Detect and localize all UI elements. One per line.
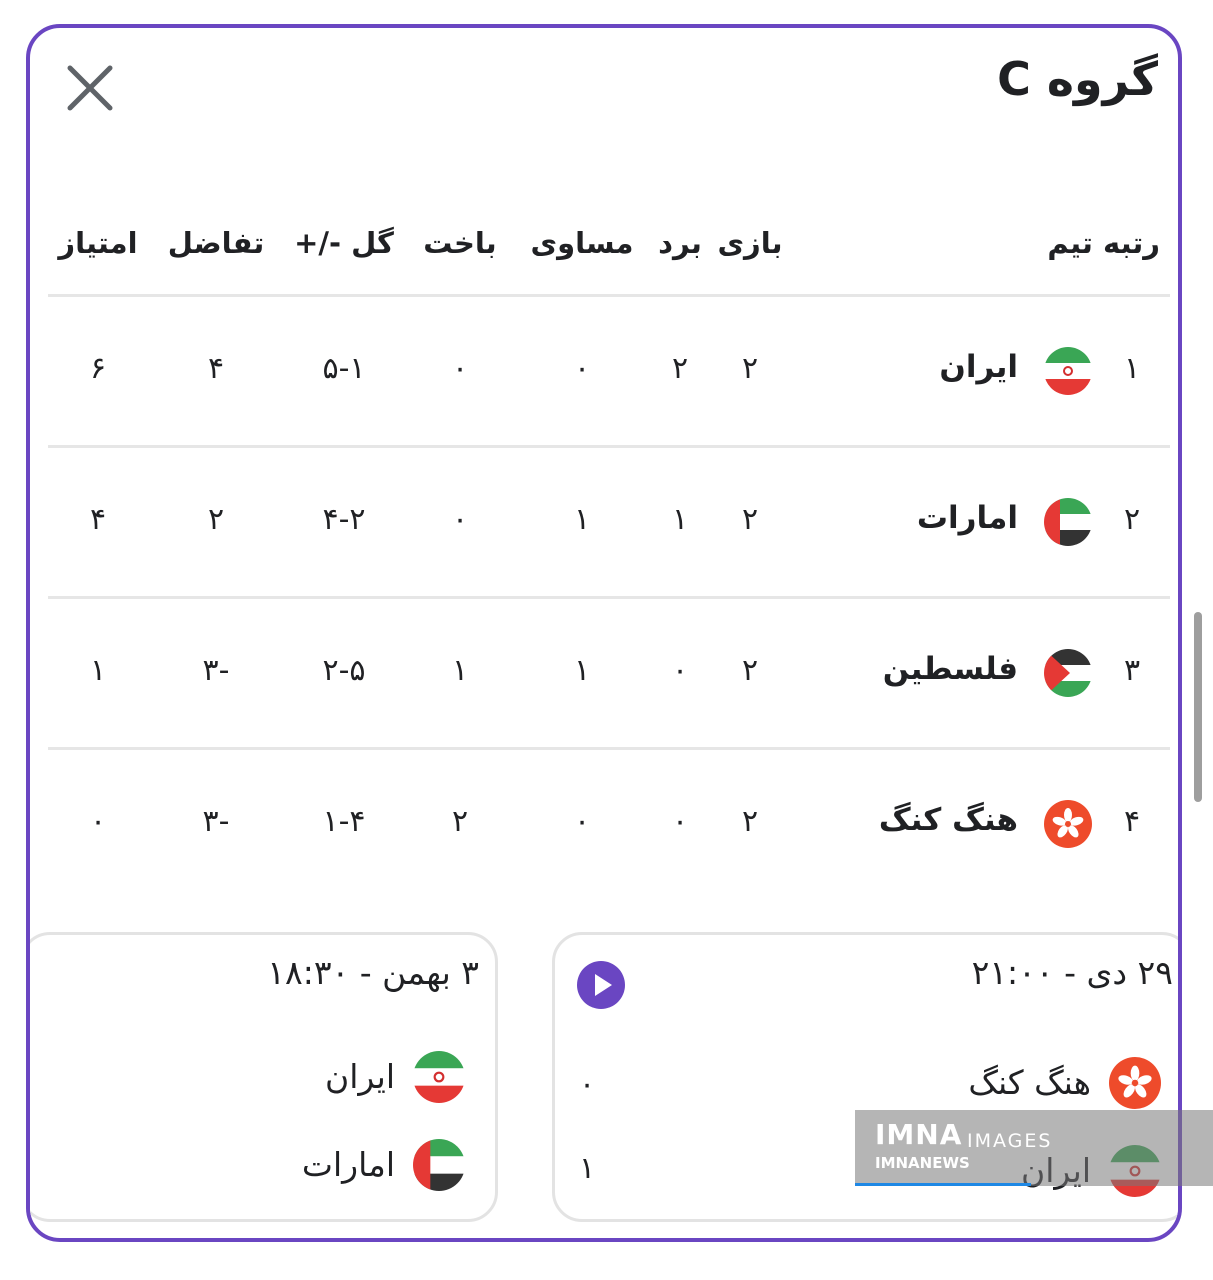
away-score: ۱	[579, 1151, 596, 1186]
match-datetime: ۲۹ دی - ۲۱:۰۰	[971, 953, 1173, 992]
watermark-logo: IMNA	[875, 1118, 963, 1151]
uae-flag-icon	[1044, 498, 1092, 546]
drawn: ۱	[573, 502, 591, 537]
match-home-team	[235, 1051, 465, 1107]
goals: ۴-۲	[322, 502, 366, 537]
lost: ۲	[451, 804, 469, 839]
watermark-news: IMNANEWS	[875, 1154, 970, 1172]
team-name[interactable]: هنگ کنگ	[878, 802, 1018, 838]
rank: ۴	[1123, 804, 1141, 839]
goal-diff: ۴	[207, 351, 225, 386]
header-goals: گل -/+	[294, 226, 394, 260]
table-row[interactable]	[48, 599, 1170, 750]
match-datetime: ۳ بهمن - ۱۸:۳۰	[267, 953, 479, 992]
page-title: گروه C	[997, 52, 1158, 106]
header-played: بازی	[717, 226, 783, 260]
won: ۰	[671, 804, 689, 839]
goal-diff: -۳	[202, 653, 230, 688]
played: ۲	[741, 351, 759, 386]
palestine-flag-icon	[1044, 649, 1092, 697]
match-away-team	[235, 1139, 465, 1195]
team-name[interactable]: امارات	[916, 500, 1018, 536]
rank: ۲	[1123, 502, 1141, 537]
points: ۴	[89, 502, 107, 537]
home-score: ۰	[579, 1067, 596, 1102]
team-name[interactable]: فلسطین	[882, 651, 1018, 687]
standings-table	[48, 198, 1170, 898]
points: ۱	[89, 653, 107, 688]
hong-kong-flag-icon	[1044, 800, 1092, 848]
header-rank-team: رتبه تیم	[1047, 226, 1160, 260]
lost: ۱	[451, 653, 469, 688]
play-icon[interactable]	[577, 961, 625, 1009]
played: ۲	[741, 653, 759, 688]
goals: ۱-۴	[322, 804, 366, 839]
drawn: ۰	[573, 351, 591, 386]
table-row[interactable]	[48, 448, 1170, 599]
watermark-images: IMAGES	[967, 1130, 1053, 1152]
goals: ۲-۵	[322, 653, 366, 688]
rank: ۳	[1123, 653, 1141, 688]
table-header	[48, 198, 1170, 297]
lost: ۰	[451, 502, 469, 537]
rank: ۱	[1123, 351, 1141, 386]
played: ۲	[741, 804, 759, 839]
hong-kong-flag-icon	[1109, 1057, 1161, 1109]
scrollbar[interactable]	[1194, 612, 1202, 802]
uae-flag-icon	[413, 1139, 465, 1191]
header-lost: باخت	[423, 226, 497, 260]
watermark	[855, 1110, 1213, 1186]
won: ۱	[671, 502, 689, 537]
team-name: هنگ کنگ	[968, 1063, 1091, 1102]
goals: ۵-۱	[322, 351, 366, 386]
header-points: امتیاز	[58, 226, 138, 260]
drawn: ۰	[573, 804, 591, 839]
match-card[interactable]	[26, 932, 498, 1222]
points: ۶	[89, 351, 107, 386]
group-standings-panel	[26, 24, 1182, 1242]
team-name: امارات	[301, 1145, 395, 1184]
header-won: برد	[658, 226, 702, 260]
played: ۲	[741, 502, 759, 537]
iran-flag-icon	[413, 1051, 465, 1103]
iran-flag-icon	[1044, 347, 1092, 395]
table-row[interactable]	[48, 297, 1170, 448]
team-name[interactable]: ایران	[939, 349, 1018, 385]
close-icon[interactable]	[64, 62, 116, 114]
header-drawn: مساوی	[530, 226, 634, 260]
won: ۰	[671, 653, 689, 688]
match-home-team	[901, 1057, 1161, 1113]
table-row[interactable]	[48, 750, 1170, 898]
won: ۲	[671, 351, 689, 386]
goal-diff: ۲	[207, 502, 225, 537]
goal-diff: -۳	[202, 804, 230, 839]
watermark-bar	[855, 1183, 1031, 1186]
header-diff: تفاضل	[167, 226, 265, 260]
lost: ۰	[451, 351, 469, 386]
drawn: ۱	[573, 653, 591, 688]
team-name: ایران	[325, 1057, 395, 1096]
points: ۰	[89, 804, 107, 839]
